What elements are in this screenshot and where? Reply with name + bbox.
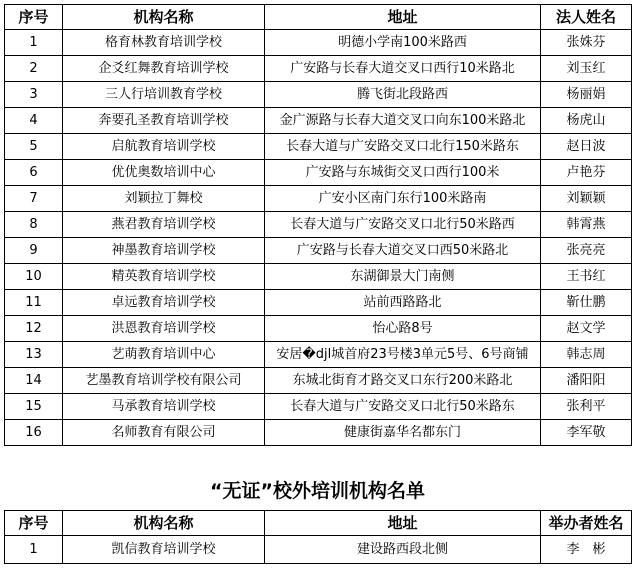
header-address: 地址 <box>265 511 541 536</box>
cell-index: 10 <box>5 264 63 290</box>
cell-institution-name: 艺墨教育培训学校有限公司 <box>63 368 265 394</box>
cell-address: 广安小区南门东行100米路南 <box>265 186 541 212</box>
cell-person: 杨丽娟 <box>541 82 632 108</box>
header-organizer: 举办者姓名 <box>541 511 632 536</box>
cell-institution-name: 启航教育培训学校 <box>63 134 265 160</box>
cell-institution-name: 三人行培训教育学校 <box>63 82 265 108</box>
cell-institution-name: 燕君教育培训学校 <box>63 212 265 238</box>
cell-person: 李军敬 <box>541 420 632 446</box>
table-row <box>5 56 632 82</box>
cell-institution-name: 艺萌教育培训中心 <box>63 342 265 368</box>
header-institution-name: 机构名称 <box>63 5 265 30</box>
cell-index: 1 <box>5 30 63 56</box>
table-row <box>5 30 632 56</box>
table-row <box>5 82 632 108</box>
table-row <box>5 420 632 446</box>
table-row <box>5 342 632 368</box>
table-row <box>5 108 632 134</box>
cell-person: 张利平 <box>541 394 632 420</box>
cell-index: 15 <box>5 394 63 420</box>
cell-address: 明德小学南100米路西 <box>265 30 541 56</box>
cell-person: 赵文学 <box>541 316 632 342</box>
cell-address: 广安路与东城街交叉口西行100米 <box>265 160 541 186</box>
cell-person: 赵日波 <box>541 134 632 160</box>
cell-person: 张姝芬 <box>541 30 632 56</box>
table-row <box>5 290 632 316</box>
cell-address: 金广源路与长春大道交叉口向东100米路北 <box>265 108 541 134</box>
header-index: 序号 <box>5 511 63 536</box>
table-header-row <box>5 511 632 536</box>
cell-address: 广安路与长春大道交叉口西50米路北 <box>265 238 541 264</box>
cell-address: 长春大道与广安路交叉口北行50米路东 <box>265 394 541 420</box>
table-row <box>5 264 632 290</box>
table-row <box>5 186 632 212</box>
cell-person: 刘颖颖 <box>541 186 632 212</box>
header-address: 地址 <box>265 5 541 30</box>
cell-address: 广安路与长春大道交叉口西行10米路北 <box>265 56 541 82</box>
cell-address: 腾飞街北段路西 <box>265 82 541 108</box>
cell-address: 健康街嘉华名都东门 <box>265 420 541 446</box>
cell-index: 13 <box>5 342 63 368</box>
cell-index: 6 <box>5 160 63 186</box>
table-row <box>5 394 632 420</box>
cell-person: 卢艳芬 <box>541 160 632 186</box>
cell-institution-name: 洪恩教育培训学校 <box>63 316 265 342</box>
table-header-row <box>5 5 632 30</box>
cell-index: 2 <box>5 56 63 82</box>
cell-institution-name: 卓远教育培训学校 <box>63 290 265 316</box>
header-legal-person: 法人姓名 <box>541 5 632 30</box>
cell-person: 杨虎山 <box>541 108 632 134</box>
cell-institution-name: 格育林教育培训学校 <box>63 30 265 56</box>
cell-institution-name: 优优奥数培训中心 <box>63 160 265 186</box>
cell-index: 16 <box>5 420 63 446</box>
cell-person: 王书红 <box>541 264 632 290</box>
table-row <box>5 368 632 394</box>
table-row <box>5 536 632 564</box>
cell-institution-name: 企爻红舞教育培训学校 <box>63 56 265 82</box>
cell-address: 怡心路8号 <box>265 316 541 342</box>
table-row <box>5 134 632 160</box>
table-row <box>5 212 632 238</box>
cell-institution-name: 刘颖拉丁舞校 <box>63 186 265 212</box>
cell-person: 张亮亮 <box>541 238 632 264</box>
cell-person: 潘阳阳 <box>541 368 632 394</box>
cell-index: 1 <box>5 536 63 564</box>
table-row <box>5 160 632 186</box>
cell-institution-name: 名师教育有限公司 <box>63 420 265 446</box>
cell-index: 5 <box>5 134 63 160</box>
header-institution-name: 机构名称 <box>63 511 265 536</box>
cell-index: 7 <box>5 186 63 212</box>
cell-institution-name: 神墨教育培训学校 <box>63 238 265 264</box>
cell-institution-name: 马承教育培训学校 <box>63 394 265 420</box>
cell-index: 12 <box>5 316 63 342</box>
cell-address: 东城北街育才路交叉口东行200米路北 <box>265 368 541 394</box>
table-row <box>5 316 632 342</box>
header-index: 序号 <box>5 5 63 30</box>
cell-index: 8 <box>5 212 63 238</box>
cell-address: 安居�djl城首府23号楼3单元5号、6号商铺 <box>265 342 541 368</box>
cell-address: 站前西路路北 <box>265 290 541 316</box>
cell-address: 东湖御景大门南侧 <box>265 264 541 290</box>
cell-person: 靳仕鹏 <box>541 290 632 316</box>
table-row <box>5 238 632 264</box>
cell-address: 长春大道与广安路交叉口北行150米路东 <box>265 134 541 160</box>
cell-person: 刘玉红 <box>541 56 632 82</box>
cell-index: 14 <box>5 368 63 394</box>
cell-person: 韩志周 <box>541 342 632 368</box>
cell-institution-name: 奔要孔圣教育培训学校 <box>63 108 265 134</box>
cell-institution-name: 凯信教育培训学校 <box>63 536 265 564</box>
cell-person: 韩霄燕 <box>541 212 632 238</box>
cell-person: 李 彬 <box>541 536 632 564</box>
section-title: “无证”校外培训机构名单 <box>210 480 425 502</box>
cell-institution-name: 精英教育培训学校 <box>63 264 265 290</box>
cell-index: 3 <box>5 82 63 108</box>
cell-address: 建设路西段北侧 <box>265 536 541 564</box>
licensed-institutions-table <box>4 4 632 446</box>
cell-index: 4 <box>5 108 63 134</box>
unlicensed-institutions-table <box>4 510 632 564</box>
cell-index: 11 <box>5 290 63 316</box>
cell-index: 9 <box>5 238 63 264</box>
cell-address: 长春大道与广安路交叉口北行50米路西 <box>265 212 541 238</box>
